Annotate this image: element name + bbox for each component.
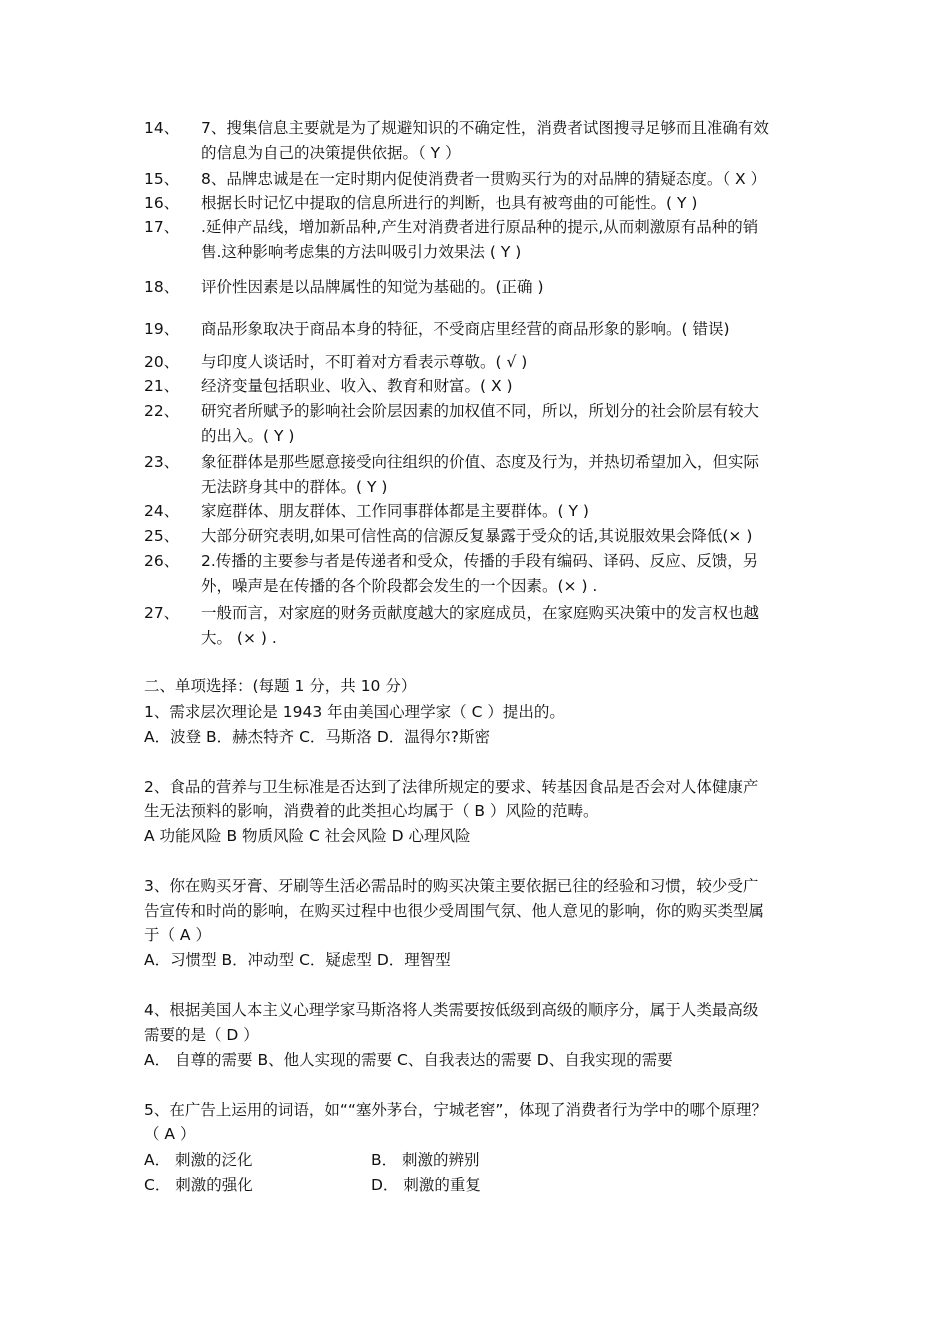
question-text: （ A ） — [144, 1125, 196, 1143]
item-text: 象征群体是那些愿意接受向往组织的价值、态度及行为，并热切希望加入，但实际 — [201, 453, 760, 471]
item-number: 27、 — [144, 604, 180, 622]
item-text: 商品形象取决于商品本身的特征，不受商店里经营的商品形象的影响。( 错误) — [201, 320, 730, 338]
item-text: 的出入。( Y ) — [201, 427, 295, 445]
item-number: 24、 — [144, 502, 180, 520]
item-text: 售.这种影响考虑集的方法叫吸引力效果法 ( Y ) — [201, 243, 522, 261]
item-text: 家庭群体、朋友群体、工作同事群体都是主要群体。( Y ) — [201, 502, 589, 520]
question-text: 2、食品的营养与卫生标准是否达到了法律所规定的要求、转基因食品是否会对人体健康产 — [144, 778, 759, 796]
question-text: 3、你在购买牙膏、牙刷等生活必需品时的购买决策主要依据已往的经验和习惯，较少受广 — [144, 877, 759, 895]
question-options: A．习惯型 B．冲动型 C．疑虑型 D．理智型 — [144, 951, 451, 969]
item-text: 经济变量包括职业、收入、教育和财富。( X ) — [201, 377, 513, 395]
item-number: 25、 — [144, 527, 180, 545]
item-text: 的信息为自己的决策提供依据。（ Y ） — [201, 144, 461, 162]
item-number: 15、 — [144, 170, 180, 188]
item-text: 8、品牌忠诚是在一定时期内促使消费者一贯购买行为的对品牌的猜疑态度。（ X ） — [201, 170, 767, 188]
item-text: 研究者所赋予的影响社会阶层因素的加权值不同，所以，所划分的社会阶层有较大 — [201, 402, 760, 420]
item-number: 17、 — [144, 218, 180, 236]
item-number: 21、 — [144, 377, 180, 395]
question-options: A． 自尊的需要 B、他人实现的需要 C、自我表达的需要 D、自我实现的需要 — [144, 1051, 673, 1069]
item-number: 19、 — [144, 320, 180, 338]
item-text: 2.传播的主要参与者是传递者和受众，传播的手段有编码、译码、反应、反馈，另 — [201, 552, 759, 570]
option-c: C． 刺激的强化 — [144, 1176, 253, 1194]
option-a: A． 刺激的泛化 — [144, 1151, 253, 1169]
item-text: 大。 (× ) . — [201, 629, 277, 647]
question-text: 需要的是（ D ） — [144, 1026, 259, 1044]
item-number: 22、 — [144, 402, 180, 420]
question-text: 5、在广告上运用的词语，如““塞外茅台，宁城老窖”，体现了消费者行为学中的哪个原理？ — [144, 1101, 767, 1119]
item-number: 23、 — [144, 453, 180, 471]
item-text: .延伸产品线，增加新品种,产生对消费者进行原品种的提示,从而刺激原有品种的销 — [201, 218, 759, 236]
item-text: 无法跻身其中的群体。( Y ) — [201, 478, 388, 496]
item-text: 外，噪声是在传播的各个阶段都会发生的一个因素。(× ) . — [201, 577, 598, 595]
question-text: 告宣传和时尚的影响，在购买过程中也很少受周围气氛、他人意见的影响，你的购买类型属 — [144, 902, 765, 920]
item-text: 7、搜集信息主要就是为了规避知识的不确定性，消费者试图搜寻足够而且准确有效 — [201, 119, 769, 137]
question-options: A．波登 B．赫杰特齐 C．马斯洛 D．温得尔?斯密 — [144, 728, 491, 746]
question-text: 生无法预料的影响，消费着的此类担心均属于（ B ）风险的范畴。 — [144, 802, 599, 820]
question-text: 1、需求层次理论是 1943 年由美国心理学家（ C ）提出的。 — [144, 703, 565, 721]
question-options: A 功能风险 B 物质风险 C 社会风险 D 心理风险 — [144, 827, 471, 845]
section-heading: 二、单项选择：(每题 1 分，共 10 分） — [144, 677, 417, 695]
option-b: B． 刺激的辨别 — [371, 1151, 480, 1169]
item-number: 18、 — [144, 278, 180, 296]
item-text: 根据长时记忆中提取的信息所进行的判断，也具有被弯曲的可能性。( Y ) — [201, 194, 698, 212]
option-d: D． 刺激的重复 — [371, 1176, 481, 1194]
question-text: 4、根据美国人本主义心理学家马斯洛将人类需要按低级到高级的顺序分，属于人类最高级 — [144, 1001, 759, 1019]
item-text: 评价性因素是以品牌属性的知觉为基础的。(正确 ) — [201, 278, 544, 296]
item-number: 14、 — [144, 119, 180, 137]
item-number: 16、 — [144, 194, 180, 212]
question-text: 于（ A ） — [144, 926, 211, 944]
item-text: 一般而言，对家庭的财务贡献度越大的家庭成员，在家庭购买决策中的发言权也越 — [201, 604, 760, 622]
item-number: 20、 — [144, 353, 180, 371]
item-text: 与印度人谈话时，不盯着对方看表示尊敬。( √ ) — [201, 353, 528, 371]
item-text: 大部分研究表明,如果可信性高的信源反复暴露于受众的话,其说服效果会降低(× ) — [201, 527, 753, 545]
item-number: 26、 — [144, 552, 180, 570]
